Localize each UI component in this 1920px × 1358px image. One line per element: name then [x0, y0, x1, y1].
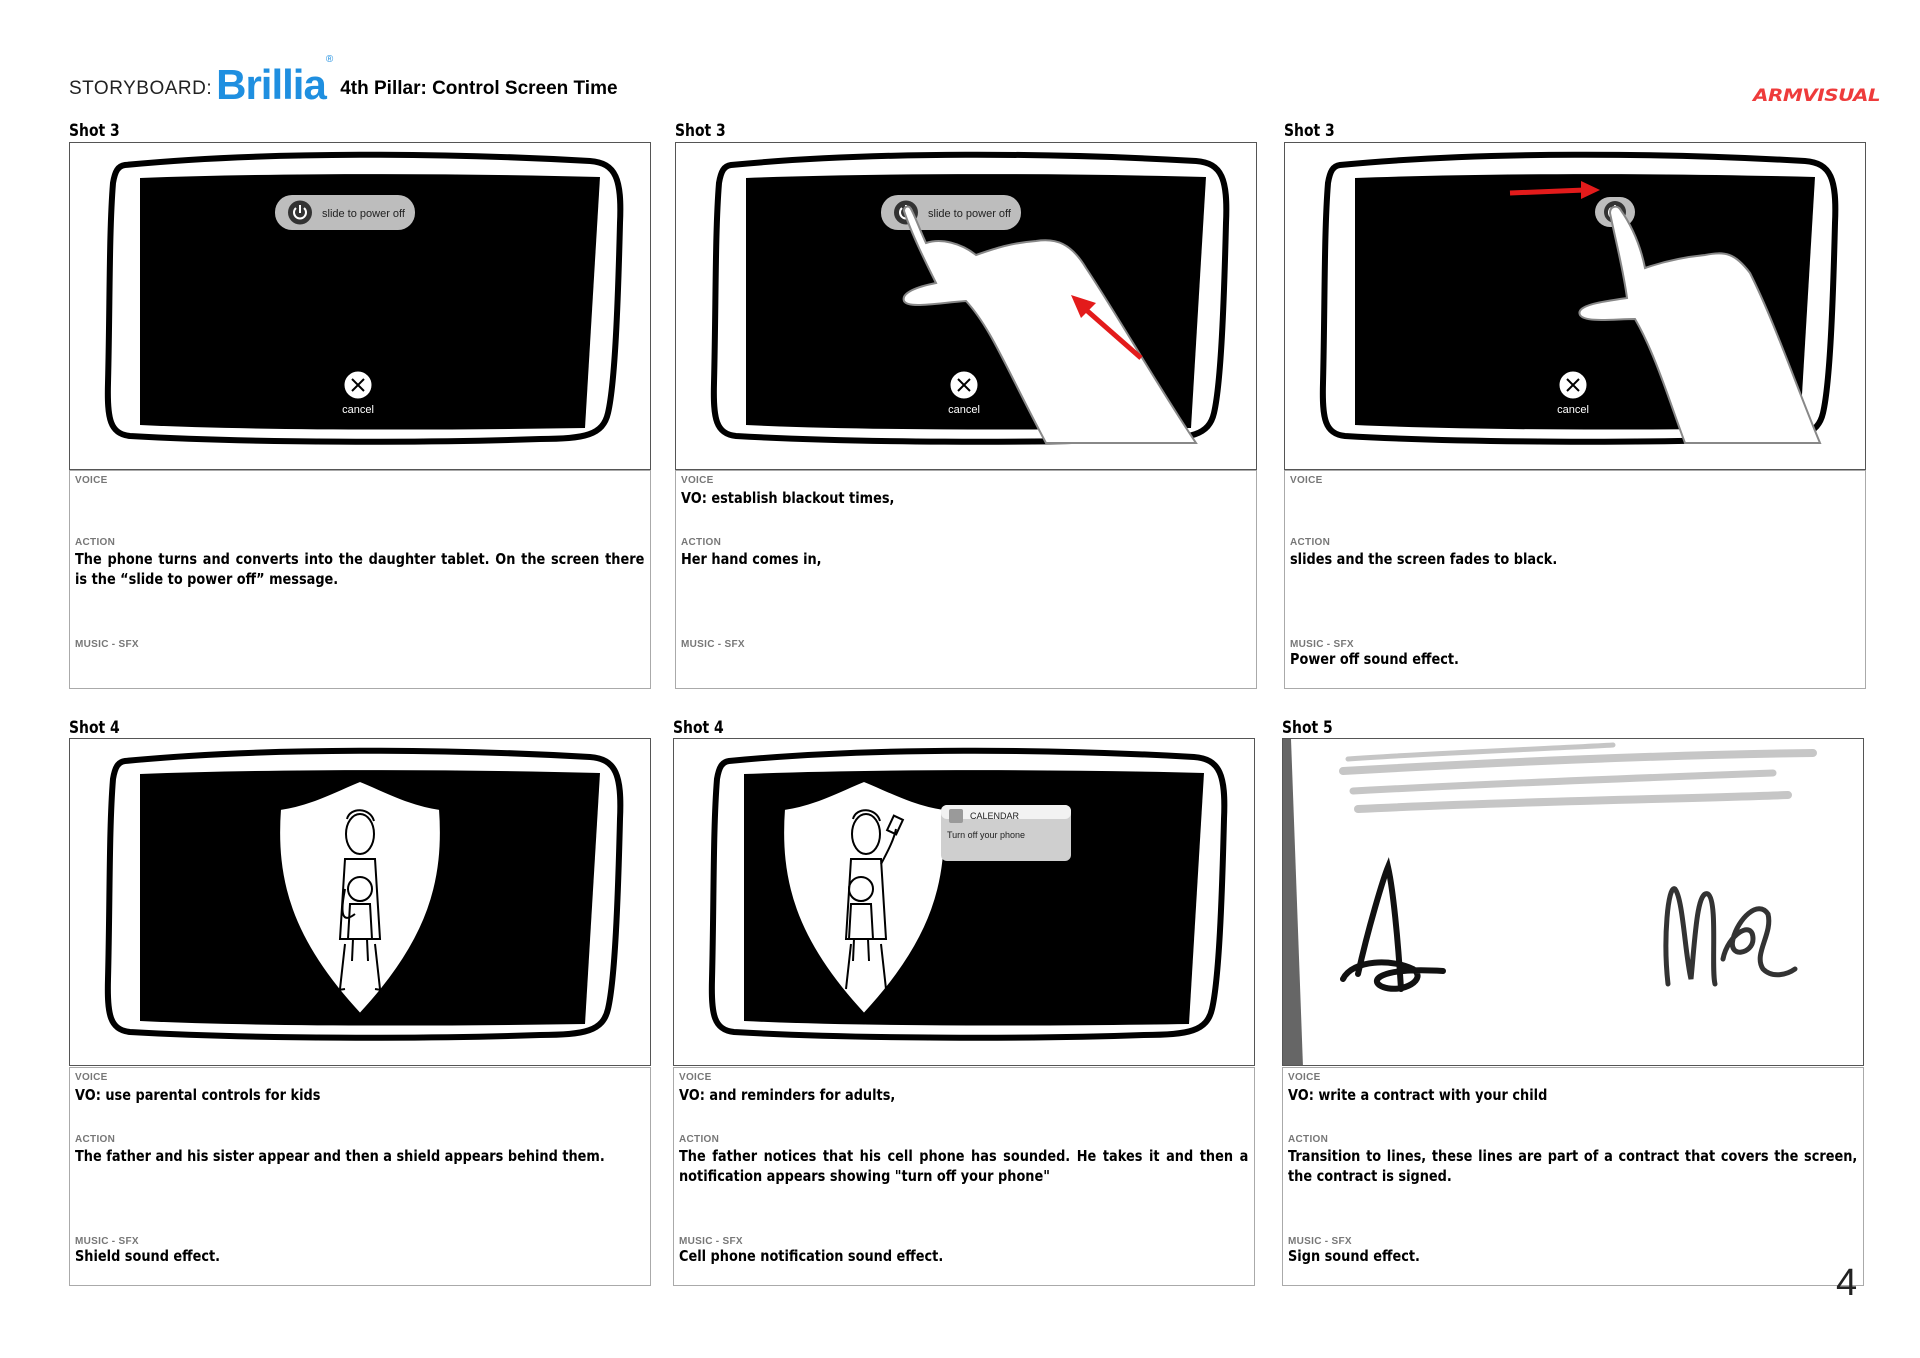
page-title: 4th Pillar: Control Screen Time — [340, 78, 618, 99]
panel-frame-2 — [675, 142, 1257, 470]
voice-label: VOICE — [75, 1072, 108, 1083]
shot-label: Shot 3 — [675, 121, 726, 141]
brand-logo — [216, 54, 333, 108]
tablet-illustration — [70, 143, 651, 470]
panel-info-6 — [1282, 1067, 1864, 1286]
voice-label: VOICE — [75, 475, 108, 486]
music-label: MUSIC - SFX — [679, 1236, 743, 1247]
voice-label: VOICE — [1290, 475, 1323, 486]
action-label: ACTION — [1290, 537, 1331, 548]
music-text: Cell phone notification sound effect. — [679, 1247, 944, 1265]
cancel-text: cancel — [342, 404, 374, 416]
action-text: The phone turns and converts into the daughter tablet. On the screen there is the “slide to power off” message. — [75, 550, 645, 588]
contract-lines — [1343, 745, 1813, 809]
shot-label: Shot 4 — [673, 718, 724, 738]
action-label: ACTION — [75, 537, 116, 548]
red-arrow-line — [1510, 190, 1585, 193]
cancel-text: cancel — [1557, 404, 1589, 416]
tablet-illustration — [676, 143, 1257, 470]
music-label: MUSIC - SFX — [681, 639, 745, 650]
panel-frame-3 — [1284, 142, 1866, 470]
page-number: 4 — [1836, 1262, 1858, 1304]
panel-info-3 — [1284, 470, 1866, 689]
action-text: The father and his sister appear and then a shield appears behind them. — [75, 1147, 605, 1165]
action-label: ACTION — [681, 537, 722, 548]
storyboard-prefix: STORYBOARD: — [69, 78, 213, 99]
panel-info-5 — [673, 1067, 1255, 1286]
action-text: The father notices that his cell phone has sounded. He takes it and then a notification appears showing "turn off your phone" — [679, 1147, 1249, 1185]
music-label: MUSIC - SFX — [75, 1236, 139, 1247]
voice-text: VO: and reminders for adults, — [679, 1086, 896, 1104]
music-label: MUSIC - SFX — [75, 639, 139, 650]
shot-label: Shot 3 — [1284, 121, 1335, 141]
slide-text: slide to power off — [928, 208, 1011, 220]
action-text: Transition to lines, these lines are part of a contract that covers the screen, the contract is signed. — [1288, 1147, 1858, 1185]
notification-body: Turn off your phone — [947, 830, 1026, 840]
voice-label: VOICE — [679, 1072, 712, 1083]
cancel-text: cancel — [948, 404, 980, 416]
voice-label: VOICE — [1288, 1072, 1321, 1083]
brand-mark: ® — [325, 54, 333, 65]
calendar-icon — [949, 809, 963, 823]
tablet-illustration — [1285, 143, 1866, 470]
voice-text: VO: establish blackout times, — [681, 489, 895, 507]
notification-title: CALENDAR — [970, 811, 1020, 821]
action-label: ACTION — [1288, 1134, 1329, 1145]
signature-me — [1666, 889, 1795, 984]
music-label: MUSIC - SFX — [1290, 639, 1354, 650]
action-label: ACTION — [75, 1134, 116, 1145]
studio-logo: ARMVISUAL — [1753, 84, 1881, 106]
panel-frame-1 — [69, 142, 651, 470]
panel-info-4 — [69, 1067, 651, 1286]
action-label: ACTION — [679, 1134, 720, 1145]
shot-label: Shot 4 — [69, 718, 120, 738]
storyboard-header — [69, 54, 618, 108]
contract-edge — [1283, 739, 1303, 1066]
panel-frame-5 — [673, 738, 1255, 1066]
tablet-illustration — [674, 739, 1255, 1066]
contract-illustration — [1283, 739, 1864, 1066]
shot-label: Shot 3 — [69, 121, 120, 141]
voice-text: VO: write a contract with your child — [1288, 1086, 1548, 1104]
voice-text: VO: use parental controls for kids — [75, 1086, 321, 1104]
signature-a — [1343, 867, 1443, 989]
music-text: Shield sound effect. — [75, 1247, 221, 1265]
music-label: MUSIC - SFX — [1288, 1236, 1352, 1247]
tablet-illustration — [70, 739, 651, 1066]
music-text: Sign sound effect. — [1288, 1247, 1420, 1265]
panel-info-2 — [675, 470, 1257, 689]
panel-frame-4 — [69, 738, 651, 1066]
action-text: Her hand comes in, — [681, 550, 822, 568]
voice-label: VOICE — [681, 475, 714, 486]
slide-text: slide to power off — [322, 208, 405, 220]
music-text: Power off sound effect. — [1290, 650, 1459, 668]
action-text: slides and the screen fades to black. — [1290, 550, 1558, 568]
brand-name: Brillia — [216, 61, 326, 108]
panel-info-1 — [69, 470, 651, 689]
shot-label: Shot 5 — [1282, 718, 1333, 738]
panel-frame-6 — [1282, 738, 1864, 1066]
